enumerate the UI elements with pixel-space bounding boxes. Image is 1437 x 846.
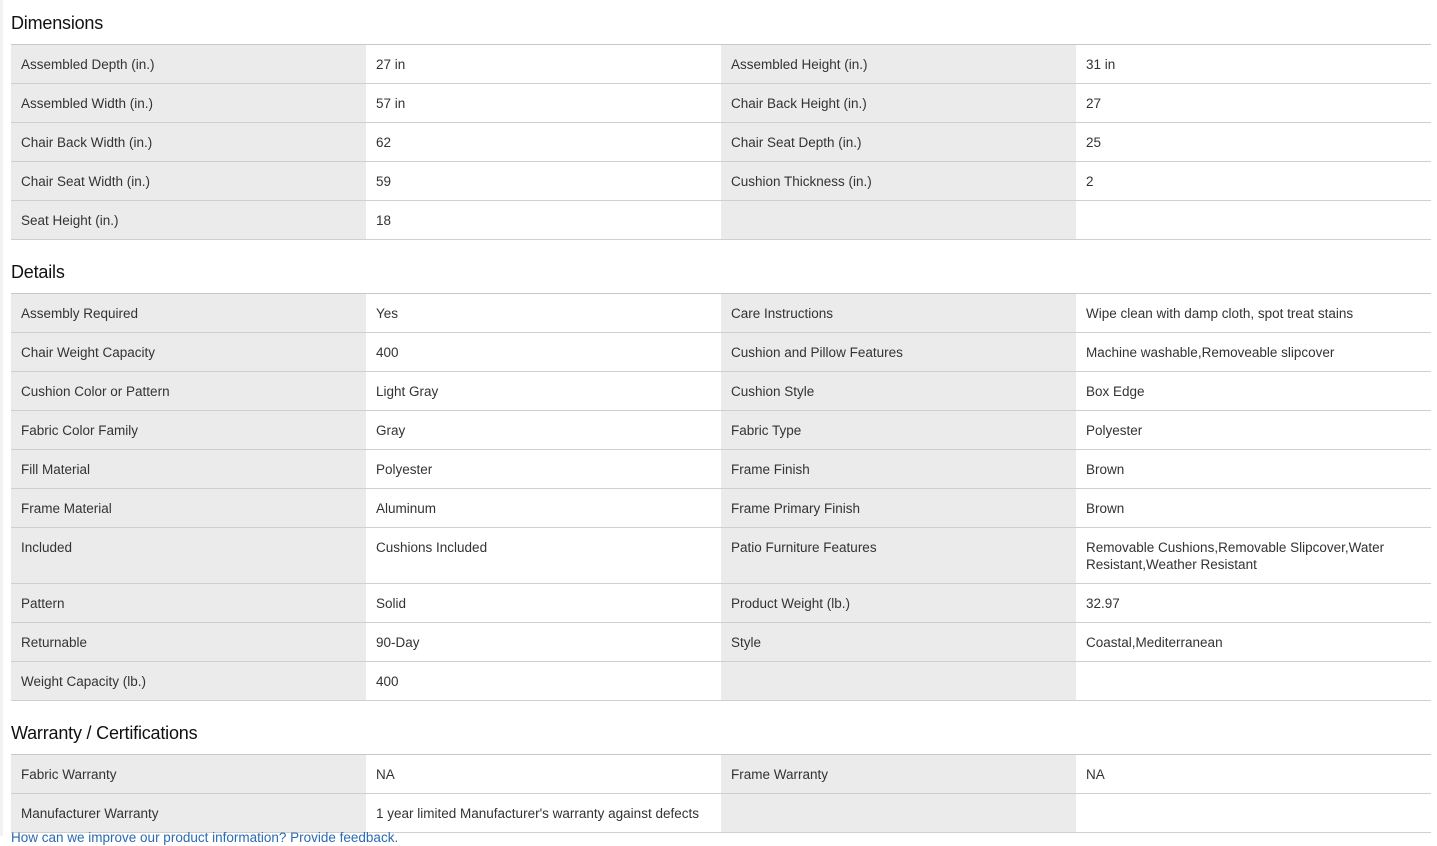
spec-label <box>721 201 1076 240</box>
spec-label: Fill Material <box>11 450 366 489</box>
spec-label: Fabric Warranty <box>11 755 366 794</box>
spec-row <box>11 450 1431 489</box>
spec-label: Chair Seat Width (in.) <box>11 162 366 201</box>
spec-label: Weight Capacity (lb.) <box>11 662 366 701</box>
spec-value: 25 <box>1076 123 1431 162</box>
spec-value: NA <box>366 755 721 794</box>
spec-value: 400 <box>366 333 721 372</box>
spec-label <box>721 662 1076 701</box>
spec-value: 27 in <box>366 45 721 84</box>
spec-label: Cushion Color or Pattern <box>11 372 366 411</box>
spec-label: Chair Back Width (in.) <box>11 123 366 162</box>
spec-value <box>1076 662 1431 701</box>
spec-value: 400 <box>366 662 721 701</box>
spec-value: Gray <box>366 411 721 450</box>
spec-label: Fabric Color Family <box>11 411 366 450</box>
section-title: Details <box>11 262 65 282</box>
spec-label <box>721 794 1076 833</box>
spec-row <box>11 528 1431 584</box>
spec-value: Box Edge <box>1076 372 1431 411</box>
spec-value: 90-Day <box>366 623 721 662</box>
spec-label: Care Instructions <box>721 294 1076 333</box>
specifications-container <box>11 0 1431 833</box>
spec-value: Cushions Included <box>366 528 721 584</box>
spec-value: 59 <box>366 162 721 201</box>
spec-row <box>11 794 1431 833</box>
spec-label: Assembled Width (in.) <box>11 84 366 123</box>
spec-label: Frame Finish <box>721 450 1076 489</box>
spec-value: Yes <box>366 294 721 333</box>
spec-row <box>11 584 1431 623</box>
spec-label: Chair Seat Depth (in.) <box>721 123 1076 162</box>
spec-row <box>11 755 1431 794</box>
spec-label: Cushion Style <box>721 372 1076 411</box>
spec-row <box>11 162 1431 201</box>
left-edge-strip <box>0 0 3 836</box>
spec-row <box>11 201 1431 240</box>
spec-label: Fabric Type <box>721 411 1076 450</box>
spec-value: Coastal,Mediterranean <box>1076 623 1431 662</box>
spec-value: Light Gray <box>366 372 721 411</box>
spec-label: Frame Primary Finish <box>721 489 1076 528</box>
spec-value: Brown <box>1076 489 1431 528</box>
spec-label: Included <box>11 528 366 584</box>
spec-row <box>11 84 1431 123</box>
section-header <box>11 240 1431 293</box>
section-header <box>11 701 1431 754</box>
feedback-link[interactable]: How can we improve our product information? Provide feedback. <box>11 830 399 845</box>
spec-row <box>11 45 1431 84</box>
section-title: Warranty / Certifications <box>11 723 198 743</box>
spec-label: Cushion Thickness (in.) <box>721 162 1076 201</box>
spec-table <box>11 754 1431 833</box>
spec-label: Pattern <box>11 584 366 623</box>
spec-value: Aluminum <box>366 489 721 528</box>
spec-label: Assembled Depth (in.) <box>11 45 366 84</box>
spec-label: Style <box>721 623 1076 662</box>
spec-label: Manufacturer Warranty <box>11 794 366 833</box>
spec-value: Wipe clean with damp cloth, spot treat stains <box>1076 294 1431 333</box>
spec-row <box>11 333 1431 372</box>
spec-value: Polyester <box>1076 411 1431 450</box>
spec-value: 1 year limited Manufacturer's warranty against defects <box>366 794 721 833</box>
spec-label: Chair Back Height (in.) <box>721 84 1076 123</box>
spec-table <box>11 293 1431 701</box>
spec-value <box>1076 201 1431 240</box>
spec-value: Solid <box>366 584 721 623</box>
spec-row <box>11 411 1431 450</box>
spec-row <box>11 623 1431 662</box>
spec-value: 57 in <box>366 84 721 123</box>
spec-value: NA <box>1076 755 1431 794</box>
spec-label: Assembled Height (in.) <box>721 45 1076 84</box>
spec-row <box>11 123 1431 162</box>
spec-row <box>11 662 1431 701</box>
section-header <box>11 0 1431 44</box>
spec-label: Cushion and Pillow Features <box>721 333 1076 372</box>
spec-value: 32.97 <box>1076 584 1431 623</box>
spec-row <box>11 294 1431 333</box>
spec-value: Machine washable,Removeable slipcover <box>1076 333 1431 372</box>
spec-label: Frame Warranty <box>721 755 1076 794</box>
spec-value: 27 <box>1076 84 1431 123</box>
spec-label: Returnable <box>11 623 366 662</box>
spec-value: Polyester <box>366 450 721 489</box>
spec-label: Seat Height (in.) <box>11 201 366 240</box>
spec-value: Removable Cushions,Removable Slipcover,Water Resistant,Weather Resistant <box>1076 528 1431 584</box>
spec-value: 62 <box>366 123 721 162</box>
spec-label: Frame Material <box>11 489 366 528</box>
spec-row <box>11 489 1431 528</box>
spec-value <box>1076 794 1431 833</box>
spec-label: Product Weight (lb.) <box>721 584 1076 623</box>
section-title: Dimensions <box>11 13 104 33</box>
spec-label: Assembly Required <box>11 294 366 333</box>
spec-label: Chair Weight Capacity <box>11 333 366 372</box>
spec-value: 18 <box>366 201 721 240</box>
spec-value: 2 <box>1076 162 1431 201</box>
spec-value: 31 in <box>1076 45 1431 84</box>
spec-table <box>11 44 1431 240</box>
spec-row <box>11 372 1431 411</box>
spec-label: Patio Furniture Features <box>721 528 1076 584</box>
spec-value: Brown <box>1076 450 1431 489</box>
